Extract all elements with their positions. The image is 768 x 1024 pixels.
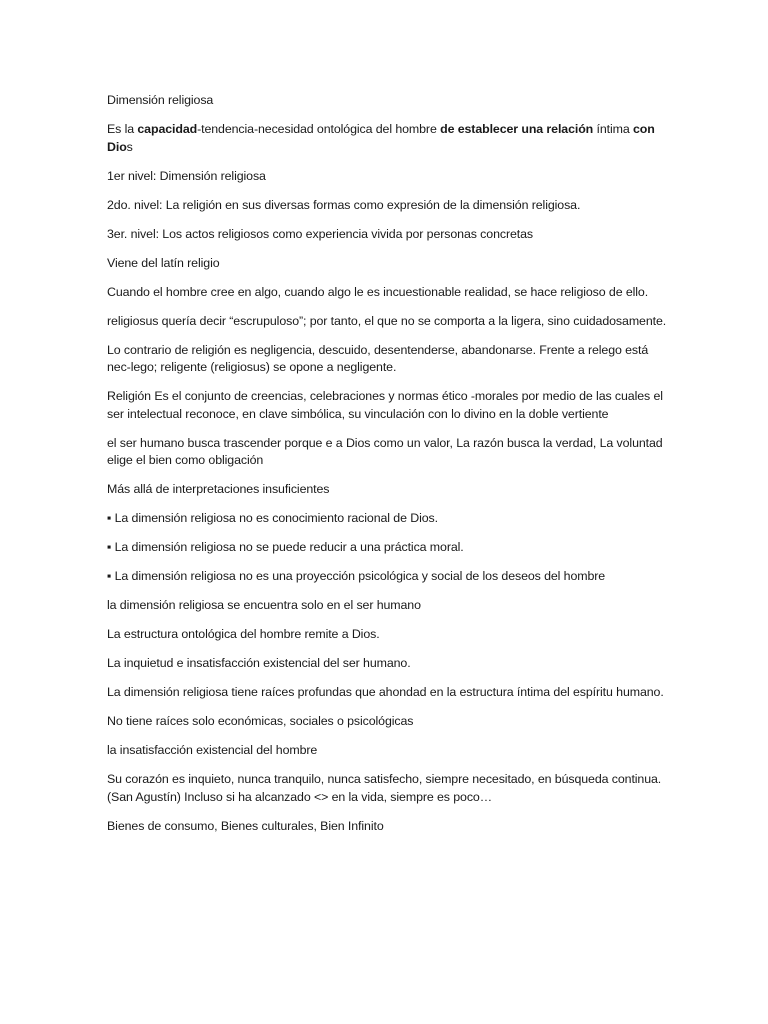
document-title: Dimensión religiosa bbox=[107, 93, 214, 107]
definition-text: s bbox=[126, 139, 133, 154]
paragraph: Bienes de consumo, Bienes culturales, Bien Infinito bbox=[107, 818, 384, 833]
paragraph: Viene del latín religio bbox=[107, 255, 220, 270]
definition-bold-text: capacidad bbox=[137, 122, 198, 136]
definition-paragraph bbox=[107, 121, 667, 156]
paragraph: Su corazón es inquieto, nunca tranquilo, nunca satisfecho, siempre necesitado, en búsqueda continua. (San Agustín) Incluso si ha alcanzado <> en la vida, siempre es poco… bbox=[107, 772, 662, 804]
paragraph: Cuando el hombre cree en algo, cuando algo le es incuestionable realidad, se hace religioso de ello. bbox=[107, 284, 649, 299]
paragraph: 2do. nivel: La religión en sus diversas formas como expresión de la dimensión religiosa. bbox=[107, 197, 581, 212]
paragraph: La inquietud e insatisfacción existencial del ser humano. bbox=[107, 656, 411, 670]
paragraph: Más allá de interpretaciones insuficientes bbox=[107, 482, 330, 496]
document-body bbox=[107, 92, 667, 847]
paragraph: No tiene raíces solo económicas, sociales o psicológicas bbox=[107, 714, 414, 728]
definition-bold-text: de establecer una relación bbox=[440, 122, 594, 136]
definition-text: -tendencia-necesidad ontológica del hombre bbox=[197, 122, 441, 136]
paragraph: religiosus quería decir “escrupuloso”; por tanto, el que no se comporta a la ligera, sino cuidadosamente. bbox=[107, 313, 667, 328]
paragraph: Religión Es el conjunto de creencias, celebraciones y normas ético -morales por medio de las cuales el ser intelectual reconoce, en clave simbólica, su vinculación con lo divino en la doble vertiente bbox=[107, 389, 663, 421]
paragraph: la dimensión religiosa se encuentra solo en el ser humano bbox=[107, 598, 421, 612]
bullet-item: ▪ La dimensión religiosa no es conocimiento racional de Dios. bbox=[107, 511, 438, 525]
paragraph: La estructura ontológica del hombre remite a Dios. bbox=[107, 627, 380, 641]
paragraph: La dimensión religiosa tiene raíces profundas que ahondad en la estructura íntima del espíritu humano. bbox=[107, 685, 664, 699]
paragraph: la insatisfacción existencial del hombre bbox=[107, 743, 318, 757]
bullet-item: ▪ La dimensión religiosa no se puede reducir a una práctica moral. bbox=[107, 540, 464, 554]
definition-bold-text: con Dio bbox=[107, 122, 655, 154]
definition-text: íntima bbox=[593, 122, 633, 136]
paragraph: 3er. nivel: Los actos religiosos como experiencia vivida por personas concretas bbox=[107, 226, 533, 241]
paragraph: el ser humano busca trascender porque e a Dios como un valor, La razón busca la verdad, La voluntad elige el bien como obligación bbox=[107, 435, 663, 467]
paragraph: Lo contrario de religión es negligencia, descuido, desentenderse, abandonarse. Frente a relego está nec-lego; religente (religiosus) se opone a negligente. bbox=[107, 342, 649, 374]
paragraph: 1er nivel: Dimensión religiosa bbox=[107, 168, 266, 183]
bullet-item: ▪ La dimensión religiosa no es una proyección psicológica y social de los deseos del hombre bbox=[107, 569, 606, 583]
definition-text: Es la bbox=[107, 122, 138, 136]
